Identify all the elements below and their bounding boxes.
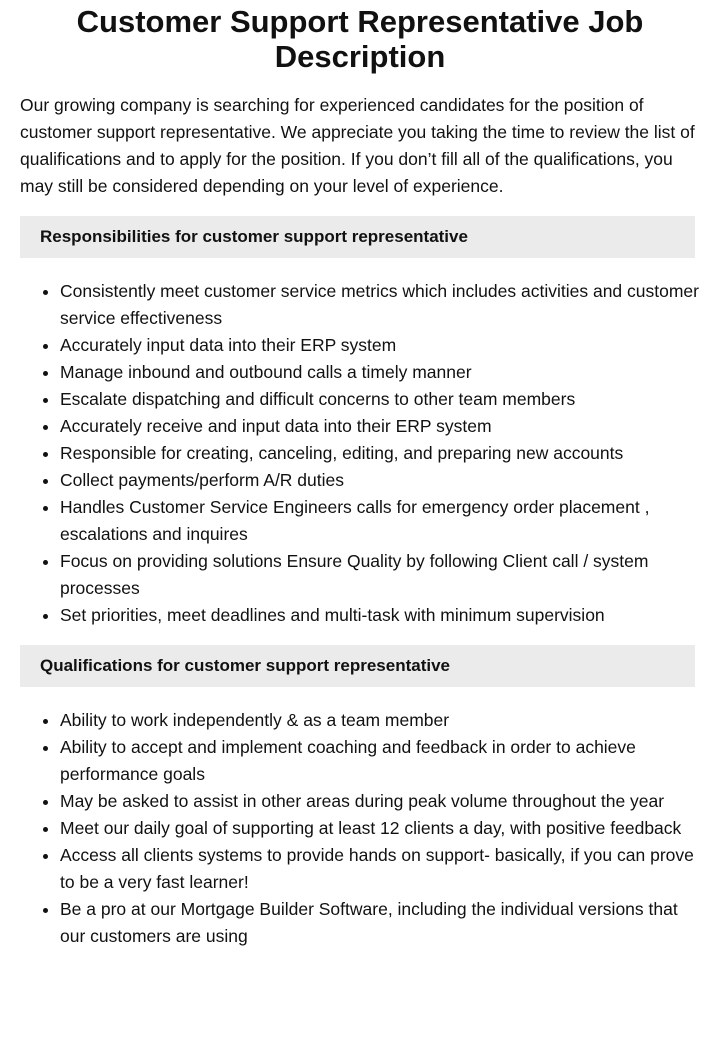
list-item: • Focus on providing solutions Ensure Quality by following Client call / system processes bbox=[60, 548, 700, 602]
list-item: • Consistently meet customer service metrics which includes activities and customer service effectiveness bbox=[60, 278, 700, 332]
list-item: • Meet our daily goal of supporting at least 12 clients a day, with positive feedback bbox=[60, 815, 700, 842]
list-item: • Ability to accept and implement coaching and feedback in order to achieve performance goals bbox=[60, 734, 700, 788]
intro-paragraph: Our growing company is searching for experienced candidates for the position of customer support representative. We appreciate you taking the time to review the list of qualifications and to apply for the position. If you don’t fill all of the qualifications, you may still be considered depending on your level of experience. bbox=[20, 95, 695, 196]
list-item: • Set priorities, meet deadlines and multi-task with minimum supervision bbox=[60, 602, 700, 629]
list-item: • Handles Customer Service Engineers calls for emergency order placement , escalations and inquires bbox=[60, 494, 700, 548]
responsibilities-heading: Responsibilities for customer support representative bbox=[20, 216, 695, 258]
list-item: • Accurately input data into their ERP system bbox=[60, 332, 700, 359]
list-item: • Collect payments/perform A/R duties bbox=[60, 467, 700, 494]
list-item: • Be a pro at our Mortgage Builder Software, including the individual versions that our customers are using bbox=[60, 896, 700, 950]
list-item: • Manage inbound and outbound calls a timely manner bbox=[60, 359, 700, 386]
list-item: • Ability to work independently & as a team member bbox=[60, 707, 700, 734]
qualifications-heading: Qualifications for customer support representative bbox=[20, 645, 695, 687]
qualifications-list bbox=[20, 707, 700, 950]
list-item: • Access all clients systems to provide hands on support- basically, if you can prove to be a very fast learner! bbox=[60, 842, 700, 896]
page-title: Customer Support Representative Job Description bbox=[76, 4, 644, 74]
list-item: • Accurately receive and input data into their ERP system bbox=[60, 413, 700, 440]
list-item: • May be asked to assist in other areas during peak volume throughout the year bbox=[60, 788, 700, 815]
list-item: • Escalate dispatching and difficult concerns to other team members bbox=[60, 386, 700, 413]
responsibilities-list bbox=[20, 278, 700, 629]
list-item: • Responsible for creating, canceling, editing, and preparing new accounts bbox=[60, 440, 700, 467]
